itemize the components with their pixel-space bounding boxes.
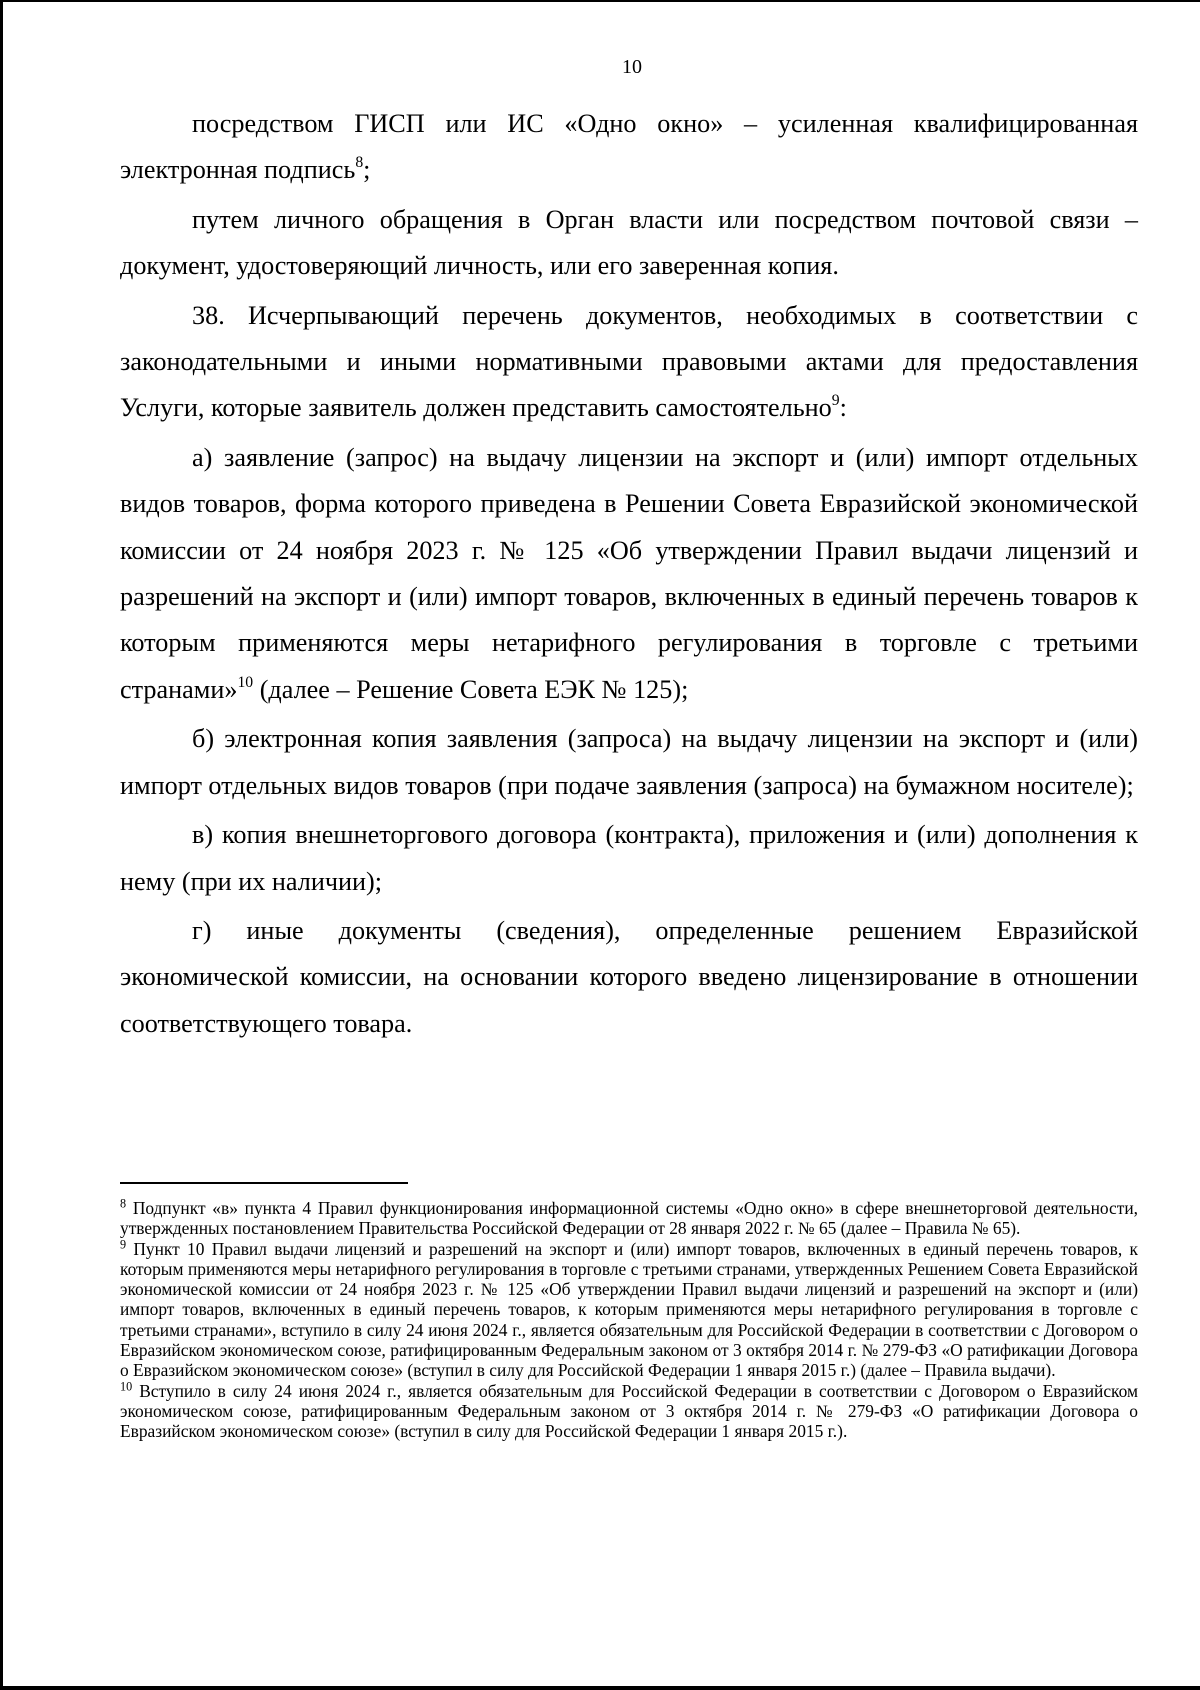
footnote-10: $^{10}$ Вступило в силу 24 июня 2024 г., является обязательным для Российской Федерации в соответствии с Договором о Евразийском экономическом союзе, ратифицированным Федеральным законом от 3 октября 2014 г. № 279-ФЗ «О ратификации Договора о Евразийском экономическом союзе» (вступил в силу для Российской Федерации 1 января 2015 г.). [120, 1378, 1138, 1442]
page-number: 10 [622, 56, 642, 78]
list-item-g: г) иные документы (сведения), определенные решением Евразийской экономической комиссии, на основании которого введено лицензирование в отношении соответствующего товара. [120, 915, 1138, 1038]
body-text [120, 101, 1138, 1050]
list-item-v: в) копия внешнеторгового договора (контракта), приложения и (или) дополнения к нему (при их наличии); [120, 820, 1138, 896]
paragraph-signature: посредством ГИСП или ИС «Одно окно» – усиленная квалифицированная электронная подпись$^8$; [120, 109, 1138, 185]
list-item-b: б) электронная копия заявления (запроса) на выдачу лицензии на экспорт и (или) импорт отдельных видов товаров (при подаче заявления (запроса) на бумажном носителе); [120, 724, 1138, 800]
paragraph-personal-visit: путем личного обращения в Орган власти или посредством почтовой связи – документ, удостоверяющий личность, или его заверенная копия. [120, 204, 1138, 281]
footnotes [120, 1198, 1138, 1442]
list-item-a: а) заявление (запрос) на выдачу лицензии на экспорт и (или) импорт отдельных видов товаров, форма которого приведена в Решении Совета Евразийской экономической комиссии от 24 ноября 2023 г. № 125 «Об утверждении Правил выдачи лицензий и разрешений на экспорт и (или) импорт товаров, включенных в единый перечень товаров к которым применяются меры нетарифного регулирования в торговле с третьими странами»$^{10}$ (далее – Решение Совета ЕЭК № 125); [120, 442, 1138, 704]
scan-edge-bottom [0, 1686, 1200, 1690]
scan-edge-left [0, 0, 3, 1690]
footnote-divider [120, 1182, 408, 1184]
footnote-ref-10: 10 [237, 673, 254, 691]
footnote-ref-9: 9 [831, 392, 840, 410]
paragraph-38-heading: 38. Исчерпывающий перечень документов, необходимых в соответствии с законодательными и иными нормативными правовыми актами для предоставления Услуги, которые заявитель должен представить самостоятельно$^9$: [120, 300, 1138, 423]
footnote-9: $^9$ Пункт 10 Правил выдачи лицензий и разрешений на экспорт и (или) импорт товаров, включенных в единый перечень товаров, к которым применяются меры нетарифного регулирования в торговле с третьими странами, утвержденных Решением Совета Евразийской экономической комиссии от 24 ноября 2023 г. № 125 «Об утверждении Правил выдачи лицензий и разрешений на экспорт и (или) импорт товаров, включенных в единый перечень товаров, к которым применяются меры нетарифного регулирования в торговле с третьими странами», вступило в силу 24 июня 2024 г., является обязательным для Российской Федерации в соответствии с Договором о Евразийском экономическом союзе, ратифицированным Федеральным законом от 3 октября 2014 г. № 279-ФЗ «О ратификации Договора о Евразийском экономическом союзе» (вступил в силу для Российской Федерации 1 января 2015 г.) (далее – Правила выдачи). [120, 1236, 1138, 1381]
footnote-ref-8: 8 [355, 154, 364, 172]
scan-edge-top [0, 0, 1200, 2]
footnote-8: $^8$ Подпункт «в» пункта 4 Правил функционирования информационной системы «Одно окно» в сфере внешнеторговой деятельности, утвержденных постановлением Правительства Российской Федерации от 28 января 2022 г. № 65 (далее – Правила № 65). [120, 1196, 1138, 1239]
